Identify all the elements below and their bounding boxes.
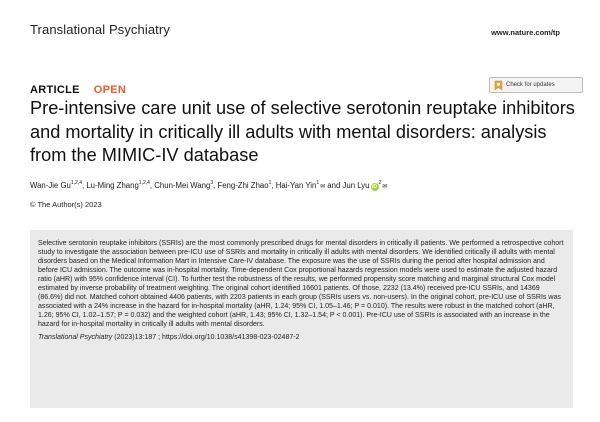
email-icon[interactable]: ✉ (382, 184, 388, 190)
orcid-icon[interactable]: iD (372, 184, 378, 190)
journal-name: Translational Psychiatry (30, 22, 170, 37)
citation-journal: Translational Psychiatry (38, 334, 113, 342)
author-3[interactable]: Chun-Mei Wang$^3$ (154, 180, 214, 190)
citation-line (38, 334, 565, 341)
open-access-label: OPEN (93, 84, 127, 96)
author-4[interactable]: Feng-Zhi Zhao$^1$ (217, 180, 272, 190)
author-6[interactable]: Jun Lyu $iD^2✉$ (342, 180, 388, 190)
update-icon (494, 80, 503, 91)
copyright-notice: © The Author(s) 2023 (30, 200, 102, 209)
author-connector: and (327, 181, 341, 190)
author-5[interactable]: Hai-Yan Yin$^1$✉ (275, 180, 326, 190)
check-for-updates-button[interactable] (489, 77, 583, 93)
abstract-box (30, 230, 573, 408)
article-title: Pre-intensive care unit use of selective serotonin reuptake inhibitors and mortality in critically ill adults with mental disorders: analysis from the MIMIC-IV database (30, 98, 575, 165)
email-icon[interactable]: ✉ (320, 184, 326, 190)
journal-url-link[interactable]: www.nature.com/tp (491, 28, 560, 37)
author-2[interactable]: Lu-Ming Zhang$^{1,2,4}$ (86, 180, 150, 190)
check-for-updates-label: Check for updates (506, 82, 555, 88)
author-1[interactable]: Wan-Jie Gu$^{1,2,4}$ (30, 180, 82, 190)
author-list: Wan-Jie Gu$^{1,2,4}$ , Lu-Ming Zhang$^{1,2,4}$ , Chun-Mei Wang$^3$ , Feng-Zhi Zhao$^1$ , Hai-Yan Yin$^1$✉ and Jun Lyu $iD^2✉$ (30, 180, 388, 190)
abstract-text: Selective serotonin reuptake inhibitors (SSRIs) are the most commonly prescribed drugs for mental disorders in critically ill patients. We performed a retrospective cohort study to investigate the association between pre-ICU use of SSRIs and mortality in critically ill adults with mental disorders. We identified critically ill adults with mental disorders based on the Medical Information Mart in Intensive Care-IV database. The exposure was the use of SSRIs during the period after hospital admission and before ICU admission. The outcome was in-hospital mortality. Time-dependent Cox proportional hazards regression models were used to estimate the adjusted hazard ratio (aHR) with 95% confidence interval (CI). To further test the robustness of the results, we performed propensity score matching and marginal structural Cox model estimated by inverse probability of treatment weighting. The original cohort identified 16601 patients. Of those, 2232 (13.4%) received pre-ICU SSRIs, and 14369 (86.6%) did not. Matched cohort obtained 4406 patients, with 2203 patients in each group (SSRIs users vs. non-users). In the original cohort, pre-ICU use of SSRIs was associated with a 24% increase in the hazard for in-hospital mortality (aHR, 1.24; 95% CI, 1.05–1.46; P = 0.010). The results were robust in the matched cohort (aHR, 1.26; 95% CI, 1.02–1.57; P = 0.032) and the weighted cohort (aHR, 1.43; 95% CI, 1.32–1.54; P < 0.001). Pre-ICU use of SSRIs is associated with an increase in the hazard for in-hospital mortality in critically ill adults with mental disorders. (38, 240, 564, 329)
citation-details[interactable]: (2023)13:187 ; https://doi.org/10.1038/s41398-023-02487-2 (112, 334, 300, 342)
article-type-row (30, 84, 126, 96)
article-type-label: ARTICLE (30, 84, 80, 96)
